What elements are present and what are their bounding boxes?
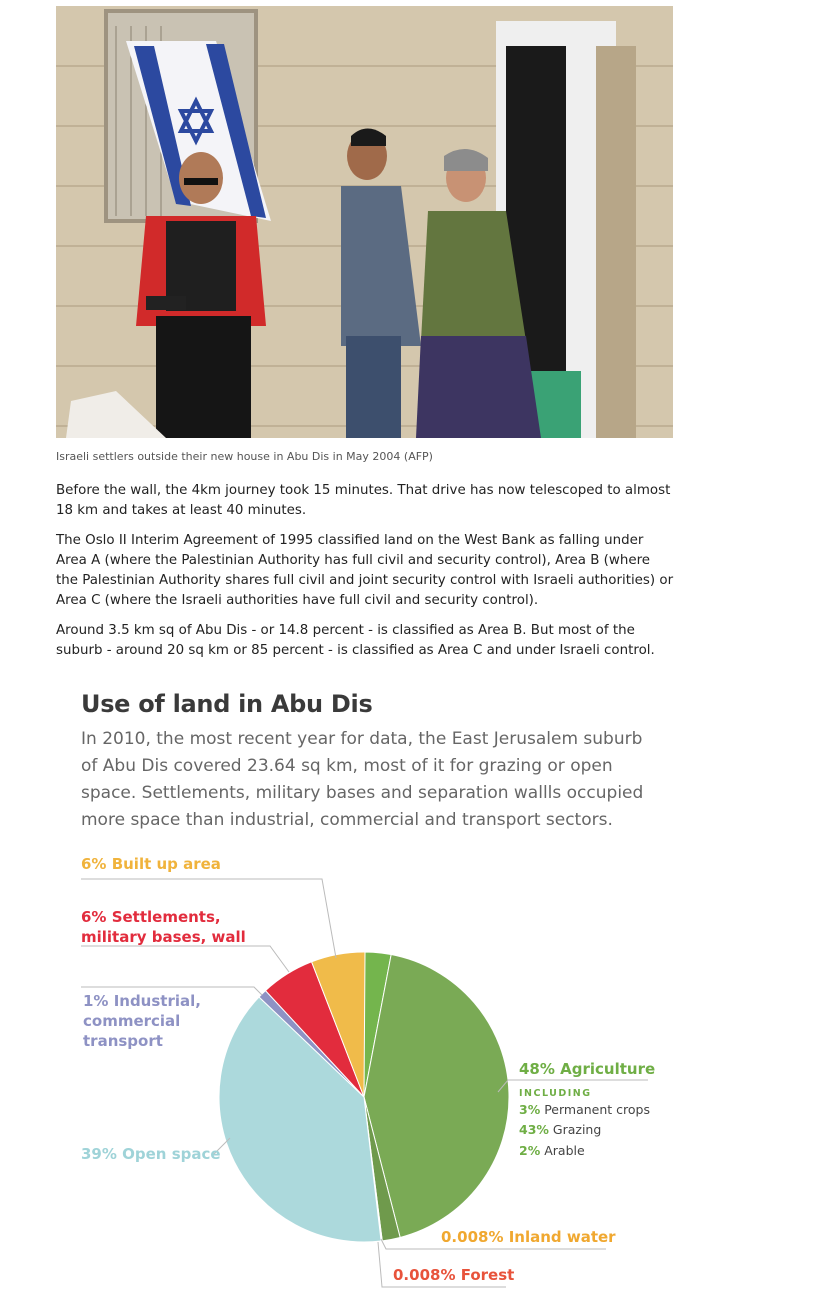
- label-settlements-line1: 6% Settlements,: [81, 908, 221, 926]
- photo-caption: Israeli settlers outside their new house in Abu Dis in May 2004 (AFP): [56, 450, 433, 463]
- label-forest: 0.008% Forest: [393, 1266, 515, 1284]
- label-open-space: 39% Open space: [81, 1145, 221, 1163]
- land-use-infographic: [0, 660, 819, 1300]
- article-paragraph: Around 3.5 km sq of Abu Dis - or 14.8 percent - is classified as Area B. But most of the suburb - around 20 sq km or 85 percent - is classified as Area C and under Israeli control.: [56, 623, 655, 658]
- article-paragraph: The Oslo II Interim Agreement of 1995 classified land on the West Bank as falling under Area A (where the Palestinian Authority has full civil and security control), Area B (where the Palestinian Authority shares full civil and joint security control with Israeli authorities) or Area C (where the Israeli authorities have full civil and security control).: [56, 533, 674, 608]
- article-body: [56, 481, 676, 671]
- label-agriculture: 48% Agriculture: [519, 1060, 656, 1078]
- label-including: INCLUDING: [519, 1088, 592, 1099]
- leader-line-settlements: [81, 946, 289, 972]
- chart-title: Use of land in Abu Dis: [81, 690, 373, 718]
- label-settlements-line2: military bases, wall: [81, 928, 246, 946]
- pie-chart: [0, 660, 819, 1300]
- label-grazing: 43% Grazing: [519, 1122, 602, 1137]
- label-permanent-crops: 3% Permanent crops: [519, 1102, 650, 1117]
- article-paragraph: Before the wall, the 4km journey took 15 minutes. That drive has now telescoped to almost 18 km and takes at least 40 minutes.: [56, 483, 671, 518]
- article-photo: [56, 6, 673, 438]
- label-arable: 2% Arable: [519, 1143, 585, 1158]
- chart-subtitle: In 2010, the most recent year for data, the East Jerusalem suburb of Abu Dis covered 23.64 sq km, most of it for grazing or open space. Settlements, military bases and separation wallls occupied more space than industrial, commercial and transport sectors.: [81, 729, 644, 830]
- label-inland-water: 0.008% Inland water: [441, 1228, 616, 1246]
- label-industrial-line3: transport: [83, 1032, 163, 1050]
- label-built-up: 6% Built up area: [81, 855, 221, 873]
- label-industrial-line1: 1% Industrial,: [83, 992, 201, 1010]
- label-industrial-line2: commercial: [83, 1012, 181, 1030]
